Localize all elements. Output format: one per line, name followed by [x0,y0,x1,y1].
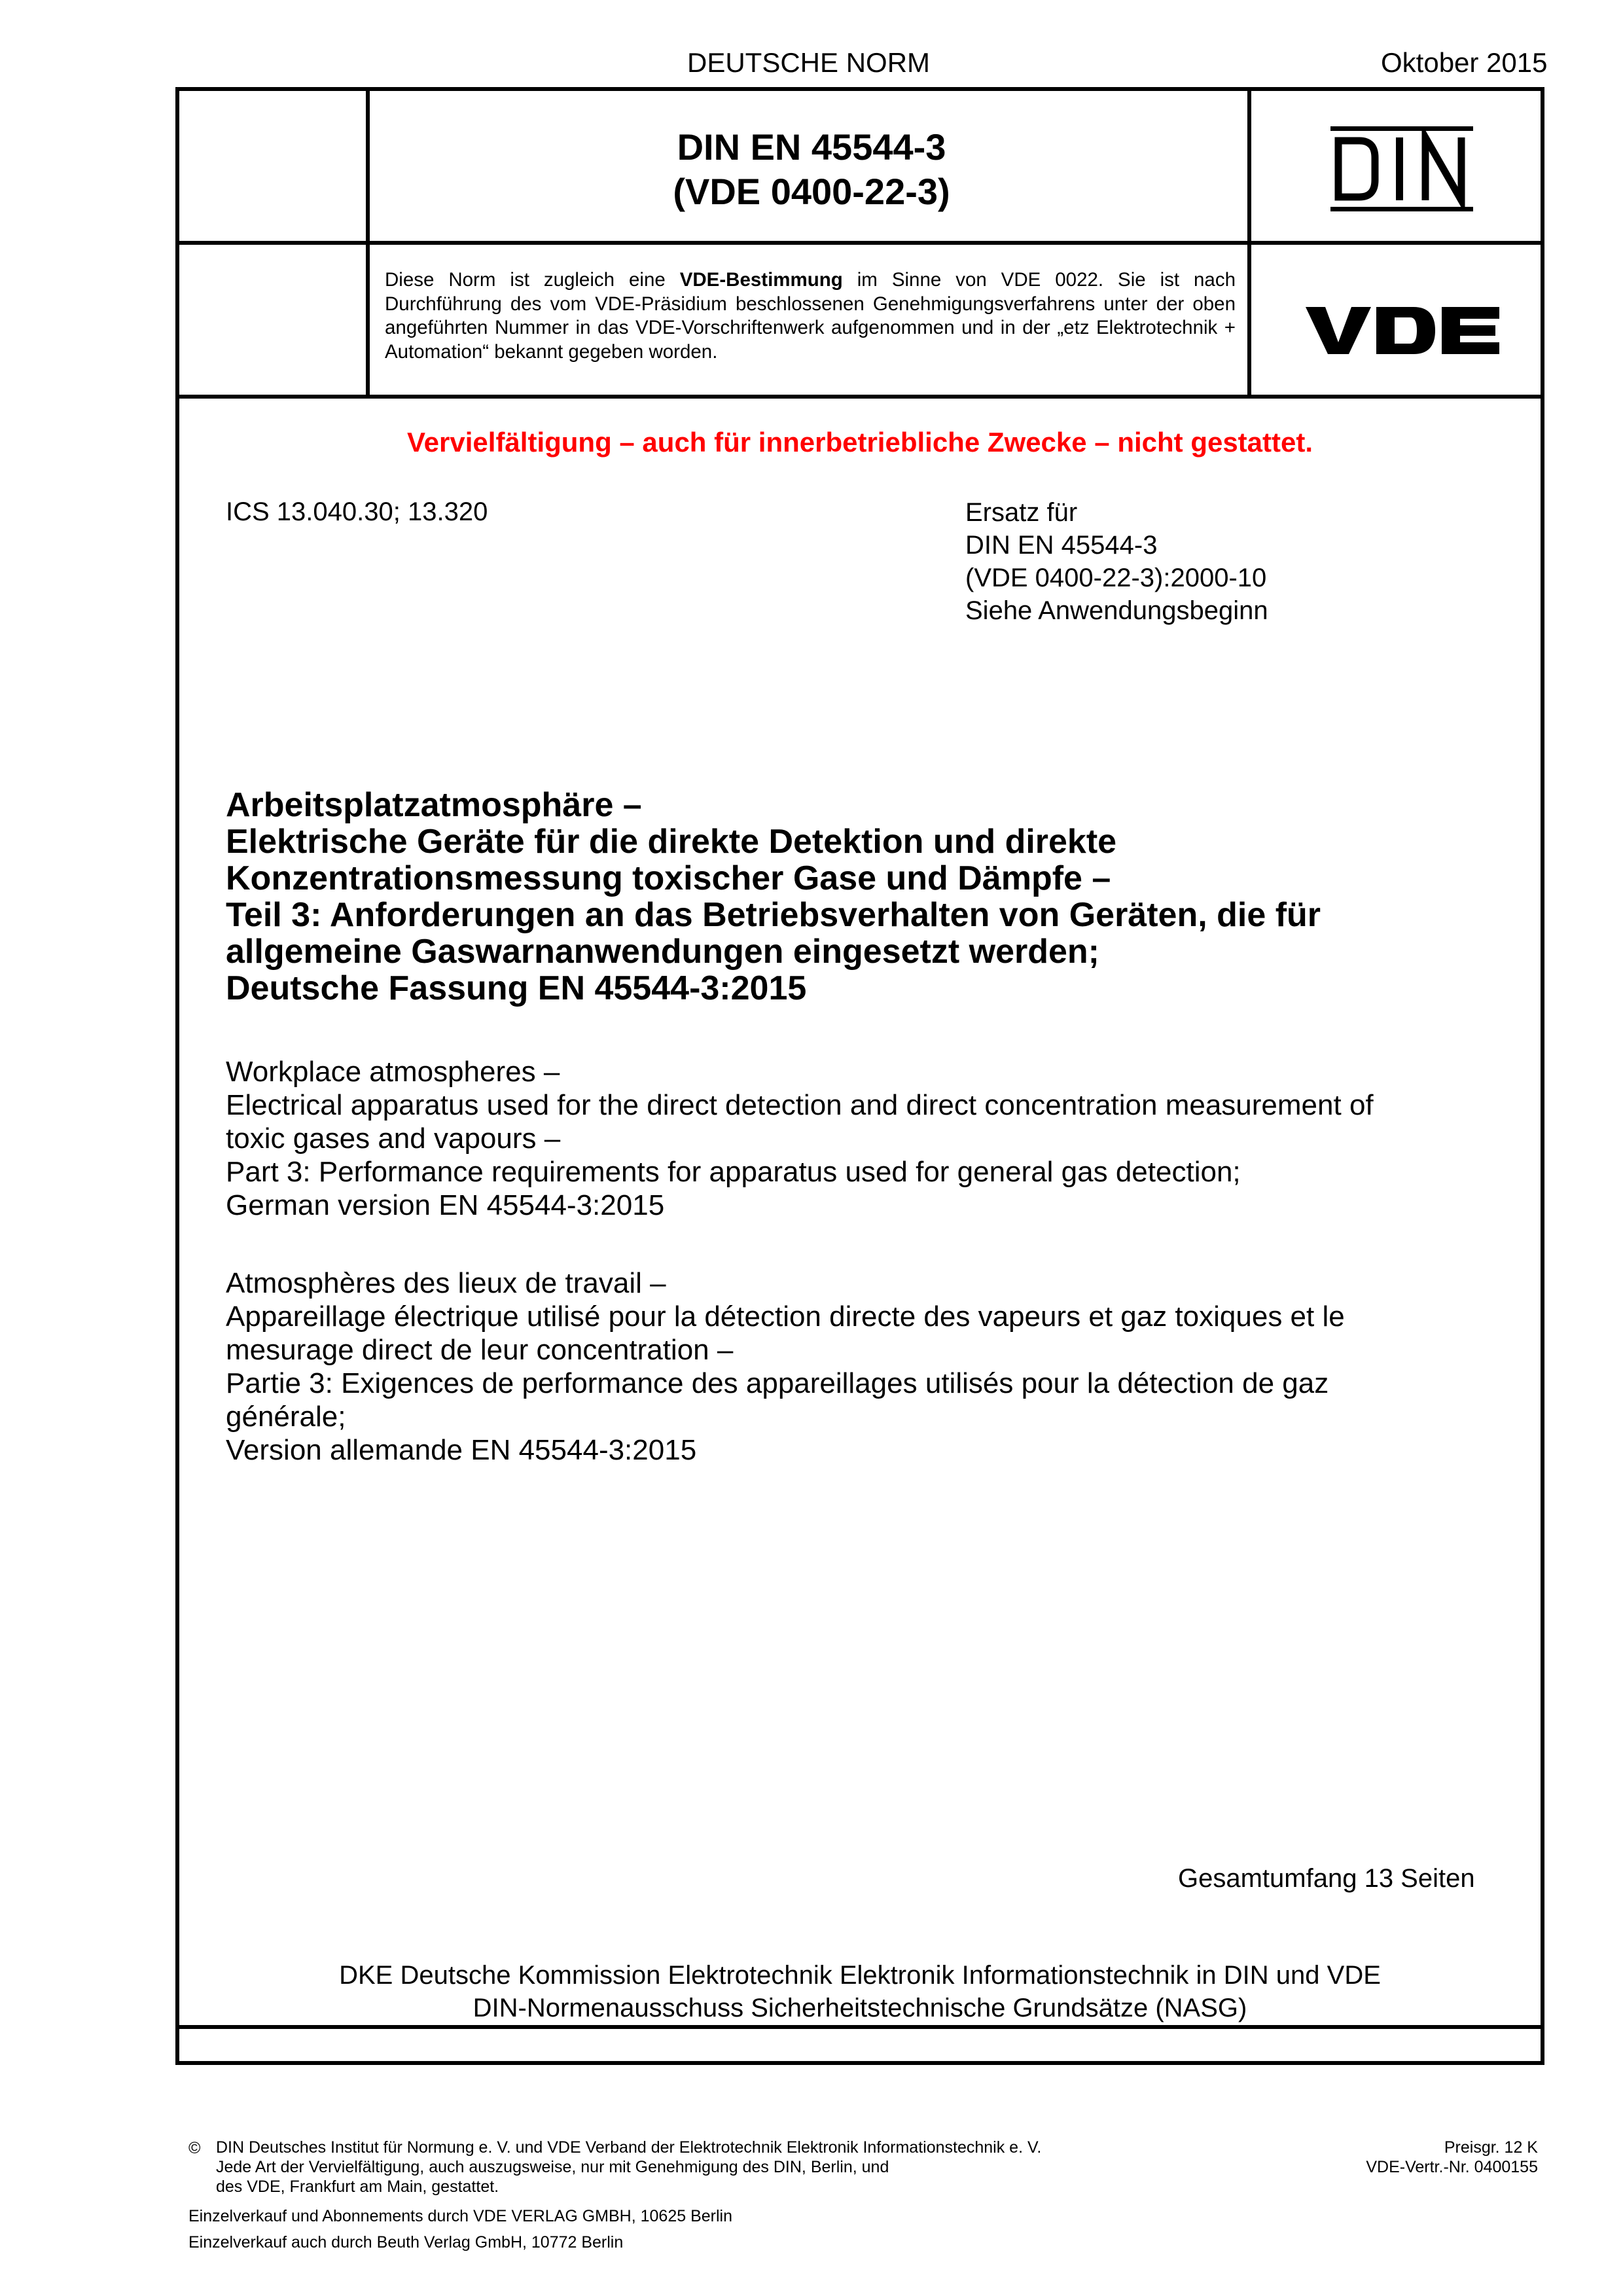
title-german [226,787,1502,1007]
title-fr-line: générale; [226,1401,346,1433]
title-french [226,1266,1502,1467]
footer-divider [175,2025,1544,2029]
reproduction-warning: Vervielfältigung – auch für innerbetriebliche Zwecke – nicht gestattet. [406,427,1313,457]
price-info [1342,2138,1538,2177]
title-de-line: Elektrische Geräte für die direkte Detektion und direkte [226,823,1117,861]
title-en-line: Electrical apparatus used for the direct detection and direct concentration measurement of [226,1089,1374,1121]
ersatz-line: DIN EN 45544-3 [965,531,1158,560]
notice-divider [175,395,1544,399]
title-fr-line: Partie 3: Exigences de performance des appareillages utilisés pour la détection de gaz [226,1367,1329,1399]
title-fr-line: Version allemande EN 45544-3:2015 [226,1434,697,1466]
copyright-line: Jede Art der Vervielfältigung, auch auszugsweise, nur mit Genehmigung des DIN, Berlin, und [216,2158,889,2176]
vde-logo [1306,304,1502,357]
sale-vde-verlag: Einzelverkauf und Abonnements durch VDE VERLAG GMBH, 10625 Berlin [188,2207,732,2225]
committees [175,1959,1544,2024]
copyright-line: des VDE, Frankfurt am Main, gestattet. [216,2178,499,2196]
ics-codes: ICS 13.040.30; 13.320 [226,497,488,526]
page-count: Gesamtumfang 13 Seiten [1178,1864,1475,1893]
title-de-line: Arbeitsplatzatmosphäre – [226,786,642,824]
ersatz-line: (VDE 0400-22-3):2000-10 [965,564,1267,592]
title-en-line: German version EN 45544-3:2015 [226,1189,665,1221]
vde-notice: Diese Norm ist zugleich eine VDE-Bestimmung im Sinne von VDE 0022. Sie ist nach Durchführung des vom VDE-Präsidium beschlossenen Genehmigungsverfahrens unter der oben angeführten Nummer in das VDE-Vorschriftenwerk aufgenommen und in der „etz Elektrotechnik + Automation“ bekannt gegeben worden. [385,269,1236,363]
price-group: Preisgr. 12 K [1444,2138,1538,2157]
title-en-line: toxic gases and vapours – [226,1122,561,1155]
title-en-line: Workplace atmospheres – [226,1056,560,1088]
title-de-line: Konzentrationsmessung toxischer Gase und Dämpfe – [226,859,1111,897]
din-logo [1330,126,1473,211]
ersatz-line: Siehe Anwendungsbeginn [965,596,1268,625]
title-fr-line: Atmosphères des lieux de travail – [226,1267,666,1299]
header-divider [175,241,1544,245]
copyright-line: DIN Deutsches Institut für Normung e. V. und VDE Verband der Elektrotechnik Elektronik Informationstechnik e. V. [216,2138,1042,2157]
committee-line: DKE Deutsche Kommission Elektrotechnik Elektronik Informationstechnik in DIN und VDE [339,1961,1381,1990]
norm-type: DEUTSCHE NORM [687,47,931,78]
ersatz-line: Ersatz für [965,498,1078,527]
standard-number: DIN EN 45544-3 [677,126,946,168]
copyright-text [216,2138,1041,2197]
issue-date: Oktober 2015 [1381,47,1548,78]
title-de-line: Deutsche Fassung EN 45544-3:2015 [226,969,807,1007]
title-de-line: Teil 3: Anforderungen an das Betriebsverhalten von Geräten, die für [226,896,1321,934]
title-de-line: allgemeine Gaswarnanwendungen eingesetzt werden; [226,933,1099,971]
title-fr-line: Appareillage électrique utilisé pour la détection directe des vapeurs et gaz toxiques et le [226,1300,1345,1333]
title-fr-line: mesurage direct de leur concentration – [226,1334,734,1366]
vde-number: (VDE 0400-22-3) [673,171,950,212]
committee-line: DIN-Normenausschuss Sicherheitstechnische Grundsätze (NASG) [473,1994,1247,2022]
replacement-info [965,496,1268,627]
copyright-symbol: © [188,2139,201,2157]
sale-beuth-verlag: Einzelverkauf auch durch Beuth Verlag GmbH, 10772 Berlin [188,2233,624,2251]
vde-distribution-number: VDE-Vertr.-Nr. 0400155 [1366,2158,1538,2176]
title-english [226,1055,1502,1222]
title-en-line: Part 3: Performance requirements for apparatus used for general gas detection; [226,1156,1241,1188]
